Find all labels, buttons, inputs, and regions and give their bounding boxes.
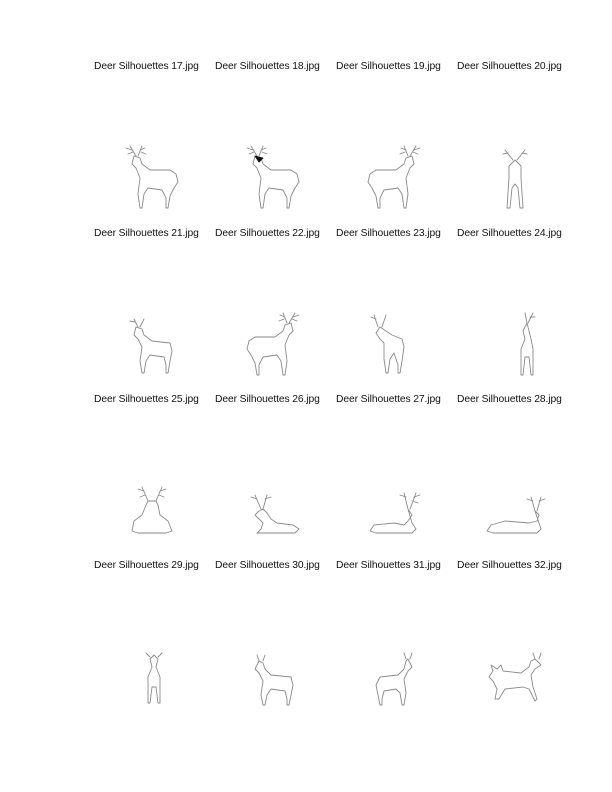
deer-silhouette-thumbnail[interactable]: [475, 471, 555, 551]
deer-doe-icon: [233, 637, 313, 717]
silhouette-outline: [370, 493, 420, 533]
deer-silhouette-thumbnail[interactable]: [354, 138, 434, 218]
deer-silhouette-thumbnail[interactable]: [354, 305, 434, 385]
deer-buck-icon: [354, 305, 434, 385]
file-caption: Deer Silhouettes 26.jpg: [215, 394, 320, 405]
deer-silhouette-thumbnail[interactable]: [354, 471, 434, 551]
deer-silhouette-thumbnail[interactable]: [475, 305, 555, 385]
file-caption: Deer Silhouettes 31.jpg: [336, 560, 441, 571]
file-caption: Deer Silhouettes 28.jpg: [457, 394, 562, 405]
deer-doe-icon: [475, 637, 555, 717]
deer-silhouette-thumbnail[interactable]: [112, 637, 192, 717]
deer-buck-icon: [475, 305, 555, 385]
deer-silhouette-thumbnail[interactable]: [233, 138, 313, 218]
deer-lying-icon: [233, 471, 313, 551]
deer-buck-icon: [233, 138, 313, 218]
file-caption: Deer Silhouettes 18.jpg: [215, 61, 320, 72]
file-caption: Deer Silhouettes 32.jpg: [457, 560, 562, 571]
silhouette-outline: [487, 497, 545, 533]
file-caption: Deer Silhouettes 20.jpg: [457, 61, 562, 72]
silhouette-outline: [489, 653, 541, 701]
deer-buck-icon: [475, 138, 555, 218]
deer-lying-icon: [354, 471, 434, 551]
file-caption: Deer Silhouettes 24.jpg: [457, 228, 562, 239]
silhouette-outline: [521, 313, 535, 375]
silhouette-outline: [130, 319, 172, 373]
silhouette-outline: [503, 150, 527, 208]
silhouette-outline: [247, 146, 299, 208]
deer-silhouette-thumbnail[interactable]: [112, 471, 192, 551]
file-caption: Deer Silhouettes 30.jpg: [215, 560, 320, 571]
file-caption: Deer Silhouettes 25.jpg: [94, 394, 199, 405]
deer-silhouette-thumbnail[interactable]: [475, 637, 555, 717]
deer-silhouette-thumbnail[interactable]: [233, 305, 313, 385]
deer-buck-icon: [112, 138, 192, 218]
file-caption: Deer Silhouettes 22.jpg: [215, 228, 320, 239]
deer-silhouette-thumbnail[interactable]: [354, 637, 434, 717]
deer-doe-icon: [354, 637, 434, 717]
file-caption: Deer Silhouettes 19.jpg: [336, 61, 441, 72]
deer-silhouette-thumbnail[interactable]: [233, 471, 313, 551]
silhouette-outline: [132, 487, 172, 533]
silhouette-outline: [251, 495, 299, 533]
deer-silhouette-thumbnail[interactable]: [233, 637, 313, 717]
deer-buck-icon: [112, 305, 192, 385]
silhouette-outline: [146, 653, 162, 703]
silhouette-outline: [376, 653, 412, 705]
silhouette-outline: [247, 313, 299, 375]
file-caption: Deer Silhouettes 21.jpg: [94, 228, 199, 239]
deer-silhouette-thumbnail[interactable]: [112, 305, 192, 385]
file-caption: Deer Silhouettes 29.jpg: [94, 560, 199, 571]
deer-buck-icon: [233, 305, 313, 385]
deer-lying-icon: [475, 471, 555, 551]
deer-buck-icon: [354, 138, 434, 218]
deer-lying-icon: [112, 471, 192, 551]
file-caption: Deer Silhouettes 23.jpg: [336, 228, 441, 239]
silhouette-outline: [255, 655, 293, 705]
file-caption: Deer Silhouettes 27.jpg: [336, 394, 441, 405]
deer-silhouette-thumbnail[interactable]: [475, 138, 555, 218]
deer-silhouette-thumbnail[interactable]: [112, 138, 192, 218]
file-caption: Deer Silhouettes 17.jpg: [94, 61, 199, 72]
silhouette-outline: [126, 146, 178, 208]
deer-doe-icon: [112, 637, 192, 717]
silhouette-outline: [371, 315, 404, 373]
silhouette-outline: [368, 146, 420, 208]
